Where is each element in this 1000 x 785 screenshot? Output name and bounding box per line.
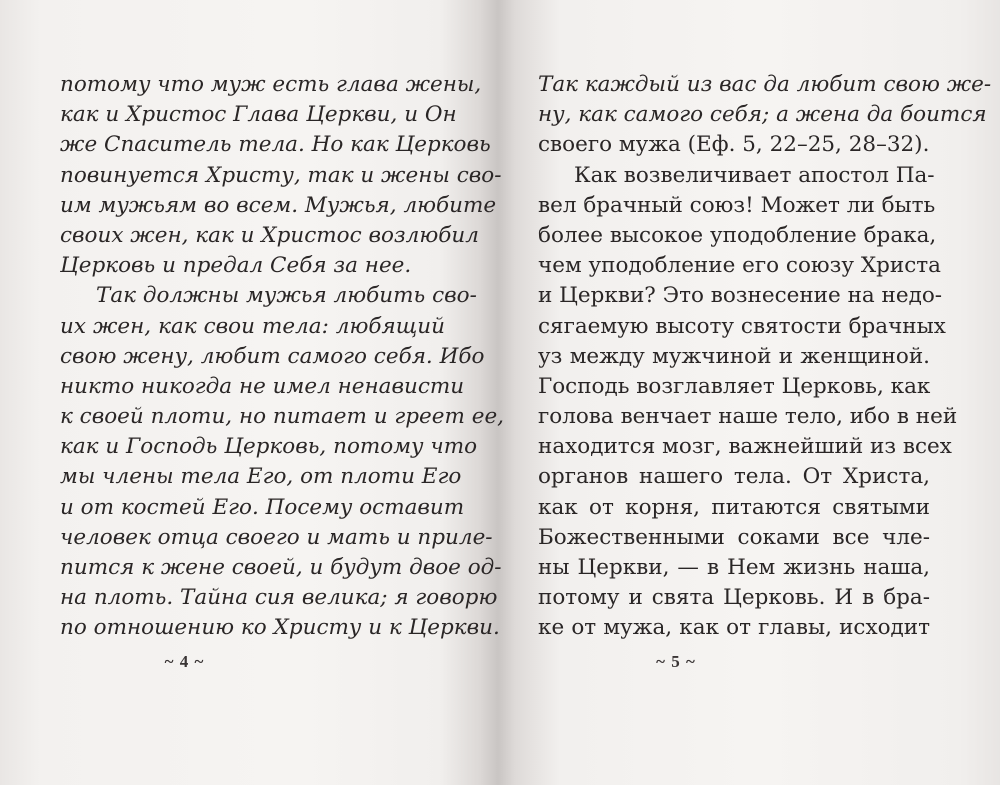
text-line: и от костей Его. Посему оставит: [60, 494, 465, 520]
text-line: их жен, как свои тела: любящий: [60, 313, 445, 339]
text-line: же Спаситель тела. Но как Церковь: [60, 132, 491, 158]
text-line: и Церкви? Это вознесение на недо-: [538, 283, 943, 309]
left-page-text: [60, 70, 505, 644]
text-line: по отношению ко Христу и к Церкви.: [60, 615, 500, 641]
text-line: потому и свята Церковь. И в бра-: [538, 585, 930, 611]
text-line: чем уподобление его союзу Христа: [538, 253, 941, 279]
text-line: своего мужа (Еф. 5, 22–25, 28–32).: [538, 132, 930, 158]
text-line: более высокое уподобление брака,: [538, 222, 937, 248]
text-line: человек отца своего и мать и приле-: [60, 524, 493, 550]
left-page: [60, 70, 505, 770]
text-line: Божественными соками все чле-: [538, 524, 930, 550]
text-line: как от корня, питаются святыми: [538, 494, 930, 520]
text-line: никто никогда не имел ненависти: [60, 373, 465, 399]
text-line: как и Христос Глава Церкви, и Он: [60, 102, 457, 128]
text-line: свою жену, любит самого себя. Ибо: [60, 343, 485, 369]
text-line: органов нашего тела. От Христа,: [538, 464, 930, 490]
page-number: ~ 5 ~: [656, 652, 696, 671]
text-line: сягаемую высоту святости брачных: [538, 313, 946, 339]
text-line: Так каждый из вас да любит свою же-: [538, 72, 992, 97]
right-page: [538, 70, 992, 770]
text-line: повинуется Христу, так и жены сво-: [60, 162, 502, 188]
text-line: им мужьям во всем. Мужья, любите: [60, 192, 497, 218]
text-line: Господь возглавляет Церковь, как: [538, 373, 931, 399]
text-line: своих жен, как и Христос возлюбил: [60, 222, 479, 248]
text-line: мы члены тела Его, от плоти Его: [60, 464, 462, 490]
text-line: на плоть. Тайна сия велика; я говорю: [60, 585, 498, 611]
text-line: потому что муж есть глава жены,: [60, 72, 482, 97]
page-number: ~ 4 ~: [164, 652, 205, 671]
text-line: ны Церкви, — в Нем жизнь наша,: [538, 555, 930, 580]
text-line: вел брачный союз! Может ли быть: [538, 192, 936, 218]
text-line: находится мозг, важнейший из всех: [538, 434, 952, 460]
text-line: Так должны мужья любить сво-: [96, 283, 477, 309]
text-line: Церковь и предал Себя за нее.: [60, 253, 412, 279]
text-line: ну, как самого себя; а жена да боится: [538, 102, 987, 128]
text-line: как и Господь Церковь, потому что: [60, 434, 478, 460]
text-line: уз между мужчиной и женщиной.: [538, 343, 930, 369]
text-line: ке от мужа, как от главы, исходит: [538, 615, 930, 641]
text-line: к своей плоти, но питает и греет ее,: [60, 404, 505, 430]
text-line: пится к жене своей, и будут двое од-: [60, 555, 502, 580]
right-page-text: [538, 70, 992, 644]
text-line: голова венчает наше тело, ибо в ней: [538, 404, 958, 430]
text-line: Как возвеличивает апостол Па-: [574, 162, 935, 188]
